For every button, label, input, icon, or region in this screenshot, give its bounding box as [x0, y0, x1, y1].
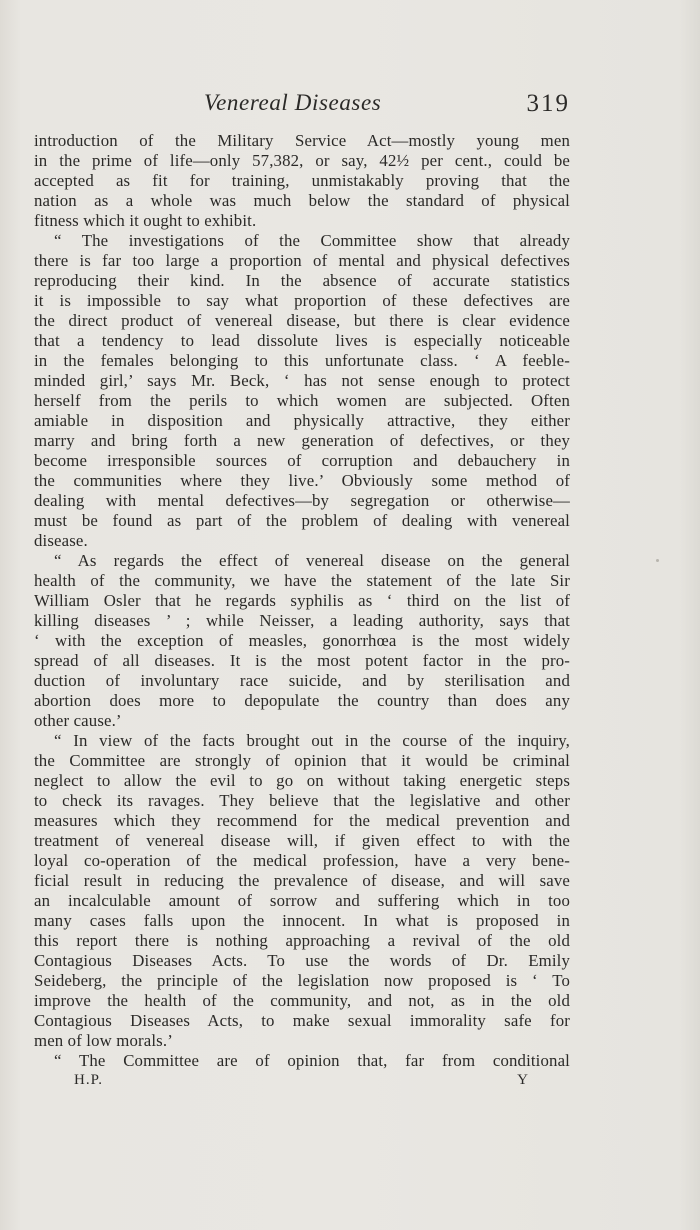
text-line: treatment of venereal disease will, if given effect to with the: [34, 831, 570, 850]
text-line: this report there is nothing approaching a revival of the old: [34, 931, 570, 950]
signature-mark: H.P.: [74, 1072, 104, 1088]
paper-speck: [656, 559, 659, 562]
text-line: measures which they recommend for the medical prevention and: [34, 811, 570, 830]
text-line: other cause.’: [34, 711, 122, 730]
text-line: in the females belonging to this unfortunate class. ‘ A feeble-: [34, 351, 570, 370]
text-line: must be found as part of the problem of dealing with venereal: [34, 511, 570, 530]
text-line: health of the community, we have the statement of the late Sir: [34, 571, 570, 590]
text-line: herself from the perils to which women are subjected. Often: [34, 391, 570, 410]
text-line: reproducing their kind. In the absence of accurate statistics: [34, 271, 570, 290]
text-line: accepted as fit for training, unmistakably proving that the: [34, 171, 570, 190]
sheet-mark: Y: [517, 1072, 528, 1088]
text-line: ficial result in reducing the prevalence of disease, and will save: [34, 871, 570, 890]
text-line: the communities where they live.’ Obviously some method of: [34, 471, 570, 490]
text-line: duction of involuntary race suicide, and by sterilisation and: [34, 671, 570, 690]
page-header: [34, 90, 570, 124]
page-number: 319: [526, 90, 570, 117]
text-line: Contagious Diseases Acts, to make sexual immorality safe for: [34, 1011, 570, 1030]
text-line: fitness which it ought to exhibit.: [34, 211, 257, 230]
text-line: to check its ravages. They believe that the legislative and other: [34, 791, 570, 810]
text-line: ‘ with the exception of measles, gonorrhœa is the most widely: [34, 631, 570, 650]
text-line: Seideberg, the principle of the legislation now proposed is ‘ To: [34, 971, 570, 990]
body-text: [34, 131, 570, 1071]
text-line: Contagious Diseases Acts. To use the words of Dr. Emily: [34, 951, 570, 970]
text-line: amiable in disposition and physically attractive, they either: [34, 411, 570, 430]
text-line: minded girl,’ says Mr. Beck, ‘ has not sense enough to protect: [34, 371, 570, 390]
text-line: loyal co-operation of the medical profession, have a very bene-: [34, 851, 570, 870]
text-line: disease.: [34, 531, 88, 550]
text-line: killing diseases ’ ; while Neisser, a leading authority, says that: [34, 611, 570, 630]
text-line: the direct product of venereal disease, but there is clear evidence: [34, 311, 570, 330]
text-line: abortion does more to depopulate the country than does any: [34, 691, 570, 710]
text-line: it is impossible to say what proportion of these defectives are: [34, 291, 570, 310]
text-line: introduction of the Military Service Act—mostly young men: [34, 131, 570, 150]
text-line: that a tendency to lead dissolute lives is especially noticeable: [34, 331, 570, 350]
text-line: men of low morals.’: [34, 1031, 173, 1050]
text-line: “ The investigations of the Committee show that already: [54, 231, 570, 250]
text-line: nation as a whole was much below the standard of physical: [34, 191, 570, 210]
text-line: “ In view of the facts brought out in the course of the inquiry,: [54, 731, 570, 750]
text-line: there is far too large a proportion of mental and physical defectives: [34, 251, 570, 270]
page-footer: [34, 1072, 570, 1092]
text-line: “ As regards the effect of venereal disease on the general: [54, 551, 570, 570]
text-line: “ The Committee are of opinion that, far from conditional: [54, 1051, 570, 1070]
text-line: improve the health of the community, and not, as in the old: [34, 991, 570, 1010]
text-line: many cases falls upon the innocent. In what is proposed in: [34, 911, 570, 930]
text-line: in the prime of life—only 57,382, or say, 42½ per cent., could be: [34, 151, 570, 170]
text-line: dealing with mental defectives—by segregation or otherwise—: [34, 491, 570, 510]
text-line: spread of all diseases. It is the most potent factor in the pro-: [34, 651, 570, 670]
text-line: William Osler that he regards syphilis as ‘ third on the list of: [34, 591, 570, 610]
text-line: the Committee are strongly of opinion that it would be criminal: [34, 751, 570, 770]
running-title: Venereal Diseases: [204, 90, 382, 115]
text-line: become irresponsible sources of corruption and debauchery in: [34, 451, 570, 470]
text-line: marry and bring forth a new generation of defectives, or they: [34, 431, 570, 450]
text-line: an incalculable amount of sorrow and suffering which in too: [34, 891, 570, 910]
text-line: neglect to allow the evil to go on without taking energetic steps: [34, 771, 570, 790]
